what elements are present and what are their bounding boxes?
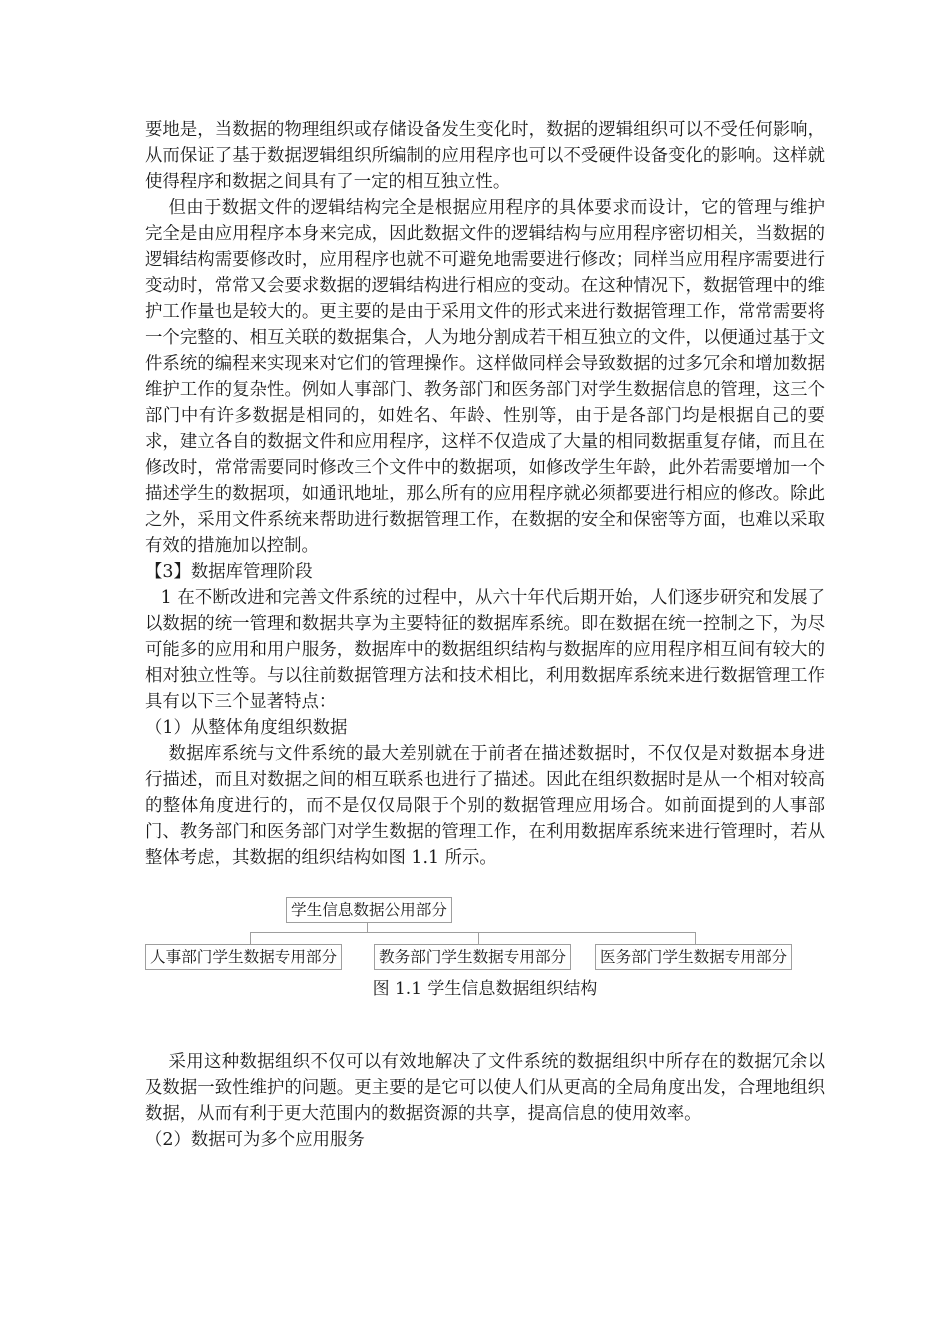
connector-vertical-right <box>695 932 696 944</box>
paragraph-2: 但由于数据文件的逻辑结构完全是根据应用程序的具体要求而设计，它的管理与维护完全是由应用程序本身来完成，因此数据文件的逻辑结构与应用程序密切相关，当数据的逻辑结构需要修改时，应用程序也就不可避免地需要进行修改；同样当应用程序需要进行变动时，常常又会要求数据的逻辑结构进行相应的变动。在这种情况下，数据管理中的维护工作量也是较大的。更主要的是由于采用文件的形式来进行数据管理工作，常常需要将一个完整的、相互关联的数据集合，人为地分割成若干相互独立的文件，以便通过基于文件系统的编程来实现来对它们的管理操作。这样做同样会导致数据的过多冗余和增加数据维护工作的复杂性。例如人事部门、教务部门和医务部门对学生数据信息的管理，这三个部门中有许多数据是相同的，如姓名、年龄、性别等，由于是各部门均是根据自己的要求，建立各自的数据文件和应用程序，这样不仅造成了大量的相同数据重复存储，而且在修改时，常常需要同时修改三个文件中的数据项，如修改学生年龄，此外若需要增加一个描述学生的数据项，如通讯地址，那么所有的应用程序就必须都要进行相应的修改。除此之外，采用文件系统来帮助进行数据管理工作，在数据的安全和保密等方面，也难以采取有效的措施加以控制。 <box>145 198 825 556</box>
box-academic-data: 教务部门学生数据专用部分 <box>374 944 571 970</box>
subheading-2: （2）数据可为多个应用服务 <box>145 1130 365 1150</box>
paragraph-3: 1 在不断改进和完善文件系统的过程中，从六十年代后期开始，人们逐步研究和发展了以数据的统一管理和数据共享为主要特征的数据库系统。即在数据在统一控制之下，为尽可能多的应用和用户服务，数据库中的数据组织结构与数据库的应用程序相互间有较大的相对独立性等。与以往前数据管理方法和技术相比，利用数据库系统来进行数据管理工作具有以下三个显著特点： <box>145 588 825 712</box>
connector-horizontal <box>250 932 695 933</box>
paragraph-1: 要地是，当数据的物理组织或存储设备发生变化时，数据的逻辑组织可以不受任何影响，从而保证了基于数据逻辑组织所编制的应用程序也可以不受硬件设备变化的影响。这样就使得程序和数据之间具有了一定的相互独立性。 <box>145 120 825 192</box>
connector-vertical-middle <box>478 932 479 944</box>
document-page <box>145 117 825 1153</box>
paragraph-5: 采用这种数据组织不仅可以有效地解决了文件系统的数据组织中所存在的数据冗余以及数据一致性维护的问题。更主要的是它可以使人们从更高的全局角度出发，合理地组织数据，从而有利于更大范围内的数据资源的共享，提高信息的使用效率。 <box>145 1052 825 1124</box>
figure-1-1 <box>145 897 825 1007</box>
figure-caption: 图 1.1 学生信息数据组织结构 <box>372 979 598 999</box>
section-heading-3: 【3】数据库管理阶段 <box>145 562 313 582</box>
connector-vertical-top <box>367 923 368 932</box>
subheading-1: （1）从整体角度组织数据 <box>145 718 348 738</box>
connector-vertical-left <box>250 932 251 944</box>
box-medical-data: 医务部门学生数据专用部分 <box>595 944 792 970</box>
paragraph-4: 数据库系统与文件系统的最大差别就在于前者在描述数据时，不仅仅是对数据本身进行描述，而且对数据之间的相互联系也进行了描述。因此在组织数据时是从一个相对较高的整体角度进行的，而不是仅仅局限于个别的数据管理应用场合。如前面提到的人事部门、教务部门和医务部门对学生数据的管理工作，在利用数据库系统来进行管理时，若从整体考虑，其数据的组织结构如图 1.1 所示。 <box>145 744 825 868</box>
box-public-data: 学生信息数据公用部分 <box>286 897 452 923</box>
box-hr-data: 人事部门学生数据专用部分 <box>145 944 342 970</box>
